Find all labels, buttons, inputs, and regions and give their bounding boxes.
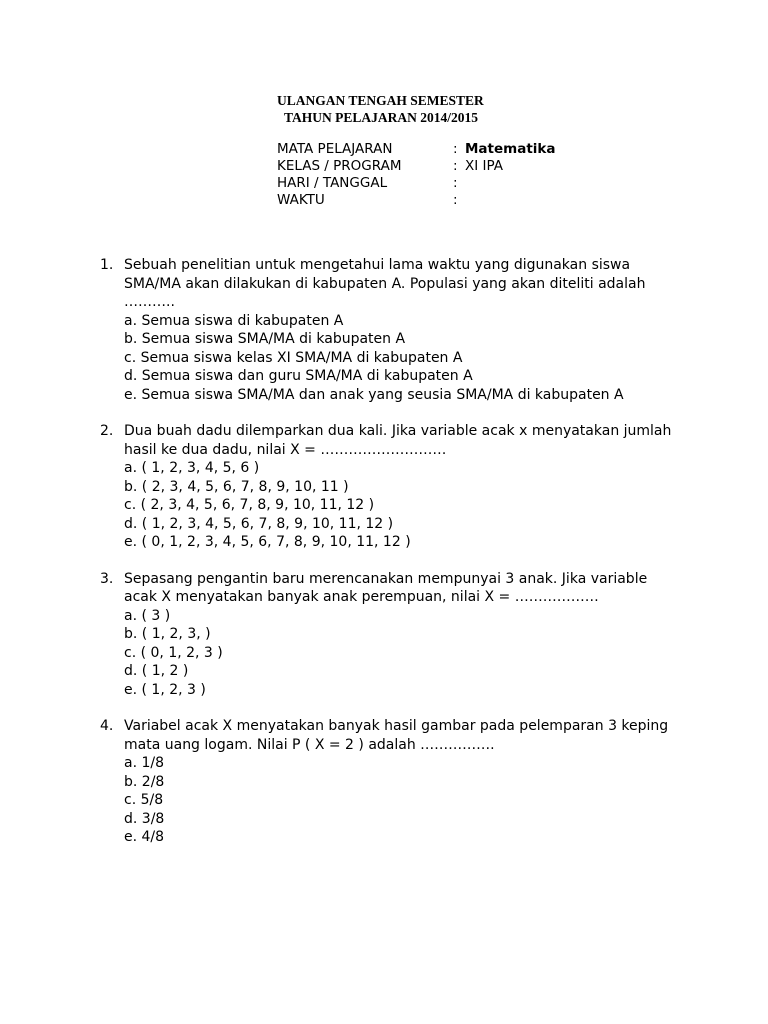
meta-label: MATA PELAJARAN bbox=[277, 141, 393, 157]
exam-title: ULANGAN TENGAH SEMESTER bbox=[277, 93, 484, 108]
meta-value: XI IPA bbox=[465, 158, 504, 174]
answer-option: b. ( 1, 2, 3, ) bbox=[124, 626, 211, 642]
question-list bbox=[100, 256, 700, 865]
answer-option: e. ( 1, 2, 3 ) bbox=[124, 681, 206, 698]
question-text: Dua buah dadu dilemparkan dua kali. Jika variable acak x menyatakan jumlah hasil ke dua dadu, nilai X = ……………………… bbox=[124, 423, 672, 458]
meta-label: WAKTU bbox=[277, 192, 325, 208]
meta-row-time bbox=[277, 192, 556, 209]
meta-row-class bbox=[277, 158, 556, 175]
answer-option: d. ( 1, 2, 3, 4, 5, 6, 7, 8, 9, 10, 11, 12 ) bbox=[124, 515, 394, 532]
answer-option: a. ( 3 ) bbox=[124, 607, 171, 624]
answer-option: a. ( 1, 2, 3, 4, 5, 6 ) bbox=[124, 460, 260, 476]
question-item bbox=[100, 422, 700, 552]
question-body bbox=[124, 422, 684, 552]
question-number: 1. bbox=[100, 257, 114, 273]
answer-option: d. Semua siswa dan guru SMA/MA di kabupaten A bbox=[124, 368, 473, 384]
exam-meta bbox=[277, 141, 556, 209]
meta-row-subject bbox=[277, 141, 556, 158]
answer-option: c. 5/8 bbox=[124, 792, 164, 808]
answer-option: c. ( 2, 3, 4, 5, 6, 7, 8, 9, 10, 11, 12 ) bbox=[124, 497, 375, 513]
answer-option: b. ( 2, 3, 4, 5, 6, 7, 8, 9, 10, 11 ) bbox=[124, 478, 349, 495]
meta-label: KELAS / PROGRAM bbox=[277, 158, 402, 174]
meta-colon: : bbox=[453, 158, 458, 174]
meta-colon: : bbox=[453, 175, 458, 191]
meta-row-date bbox=[277, 175, 556, 192]
question-text: Variabel acak X menyatakan banyak hasil gambar pada pelemparan 3 keping mata uang logam. Nilai P ( X = 2 ) adalah ……………. bbox=[124, 718, 669, 753]
answer-option: e. ( 0, 1, 2, 3, 4, 5, 6, 7, 8, 9, 10, 11, 12 ) bbox=[124, 534, 411, 550]
question-number: 2. bbox=[100, 423, 114, 439]
answer-option: d. ( 1, 2 ) bbox=[124, 663, 189, 679]
answer-option: b. Semua siswa SMA/MA di kabupaten A bbox=[124, 331, 406, 347]
meta-label: HARI / TANGGAL bbox=[277, 175, 388, 191]
question-item bbox=[100, 256, 700, 404]
meta-colon: : bbox=[453, 192, 458, 208]
answer-option: d. 3/8 bbox=[124, 810, 165, 827]
answer-option: b. 2/8 bbox=[124, 773, 165, 790]
exam-year: TAHUN PELAJARAN 2014/2015 bbox=[284, 110, 479, 125]
question-item bbox=[100, 570, 700, 700]
question-text: Sepasang pengantin baru merencanakan mempunyai 3 anak. Jika variable acak X menyatakan banyak anak perempuan, nilai X = ……………… bbox=[124, 570, 648, 605]
question-body bbox=[124, 570, 684, 700]
question-number: 4. bbox=[100, 718, 114, 734]
answer-option: e. Semua siswa SMA/MA dan anak yang seusia SMA/MA di kabupaten A bbox=[124, 386, 624, 403]
question-number: 3. bbox=[100, 570, 114, 587]
question-body bbox=[124, 717, 684, 847]
meta-value: Matematika bbox=[465, 141, 556, 157]
answer-option: c. Semua siswa kelas XI SMA/MA di kabupaten A bbox=[124, 349, 463, 366]
question-text: Sebuah penelitian untuk mengetahui lama waktu yang digunakan siswa SMA/MA akan dilakukan di kabupaten A. Populasi yang akan diteliti adalah ……….. bbox=[124, 257, 646, 310]
answer-option: a. Semua siswa di kabupaten A bbox=[124, 312, 344, 329]
answer-option: a. 1/8 bbox=[124, 755, 165, 771]
meta-colon: : bbox=[453, 141, 458, 157]
exam-header bbox=[277, 92, 577, 126]
answer-option: e. 4/8 bbox=[124, 829, 165, 845]
question-item bbox=[100, 717, 700, 847]
answer-option: c. ( 0, 1, 2, 3 ) bbox=[124, 644, 223, 661]
question-body bbox=[124, 256, 684, 404]
